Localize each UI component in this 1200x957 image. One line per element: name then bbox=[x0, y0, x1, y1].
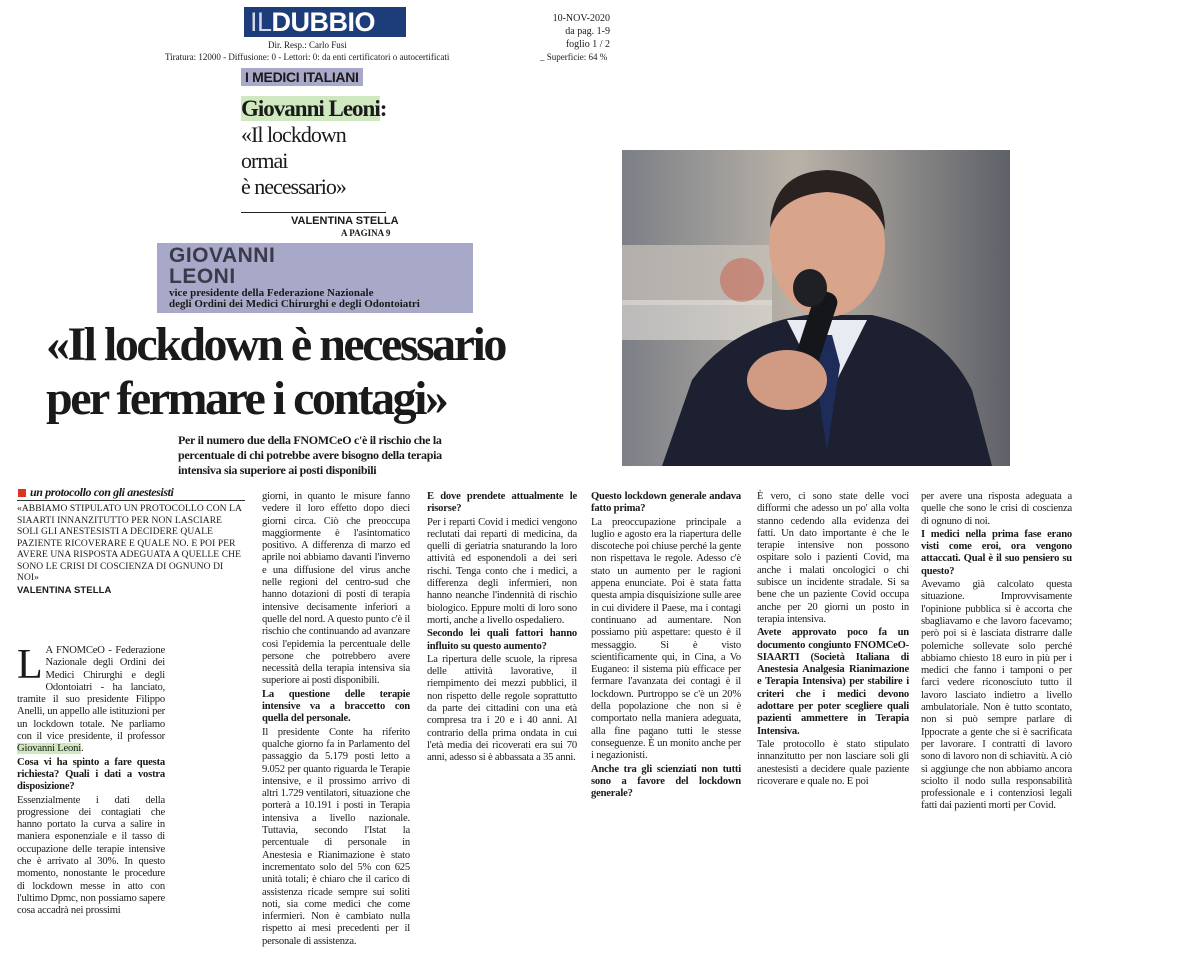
teaser-name: Giovanni Leoni: bbox=[241, 96, 387, 121]
issue-pages: da pag. 1-9 bbox=[565, 26, 610, 37]
sidebar-divider bbox=[17, 500, 245, 501]
answer: È vero, ci sono state delle voci difformi che adesso un po' alla volta stanno cedendo alla evidenza dei fatti. Un dato importante è che le terapie intensive non possono ospitare solo i pazienti Covid, ma anche i malati oncologici o chi subisce un incidente stradale. Si sa bene che un paziente Covid occupa anche per 20 giorni un posto in terapia intensiva. bbox=[757, 491, 909, 625]
teaser-divider bbox=[241, 212, 386, 213]
question: La questione delle terapie intensive va a braccetto con quella del personale. bbox=[262, 688, 410, 725]
question: E dove prendete attualmente le risorse? bbox=[427, 491, 577, 515]
headline: «Il lockdown è necessario per fermare i contagi» bbox=[46, 318, 505, 425]
interviewee-photo bbox=[622, 150, 1010, 466]
issue-meta bbox=[548, 12, 610, 51]
article-column-1: L A FNOMCeO - Federazione Nazionale degli Ordini dei Medici Chirurghi e degli Odontoiatri - ha lanciato, tramite il suo presidente Filippo Anelli, un appello alle istituzioni per un lockdown totale. Ne parliamo con il vice presidente, il professor Giovanni Leoni. Cosa vi ha spinto a fare questa richiesta? Quali i dati a vostra disposizione? Essenzialmente i dati della progressione dei contagiati che hanno portato la curva a salire in maniera esponenziale e il tasso di occupazione delle terapie intensive che è arrivato al 30%. In questo momento, nonostante le procedure di lockdown messe in atto con l'ultimo Dpmc, non possiamo sapere cosa accadrà nei prossimi bbox=[17, 642, 165, 917]
teaser-author: VALENTINA STELLA bbox=[291, 215, 399, 227]
question: Anche tra gli scienziati non tutti sono a favore del lockdown generale? bbox=[591, 763, 741, 800]
question: Questo lockdown generale andava fatto prima? bbox=[591, 491, 741, 515]
surface-percent: _ Superficie: 64 % bbox=[540, 52, 608, 62]
answer: La preoccupazione principale a luglio e agosto era la riapertura delle discoteche poi chiuse perché la gente non rispettava le regole. Adesso c'è stato un aumento per le ragioni appena enunciate. Poi è stata fatta questa ampia disquisizione sulle aree in cui dividere il Paese, ma i contagi continuano ad aumentare. Non possiamo più aspettare: questo è il messaggio. Si è visto scientificamente qui, in Cina, a Vo Euganeo: il sistema più efficace per fermare l'avanzata dei contagi è il lockdown. Purtroppo se c'è un 20% della popolazione che non si è comportato nella maniera adeguata, alla fine pagano tutti le stesse conseguenze. È un monito anche per i negazionisti. bbox=[591, 516, 741, 762]
answer: Il presidente Conte ha riferito qualche giorno fa in Parlamento del passaggio da 5.179 posti letto a 9.052 per quanto riguarda le Terapie intensive, e il prossimo arrivo di altri 1.729 ventilatori, situazione che porterà a 10.191 i posti in Terapia intensiva a livello nazionale. Tuttavia, secondo l'Istat la percentuale di personale in Anestesia e Rianimazione è stato incrementato solo del 5% con 625 unità totali; è chiaro che il carico di assistenza ricade sempre sui soliti noti, sia come medici che come infermieri. Non è cambiato nulla rispetto ai mesi precedenti per il personale di assistenza. bbox=[262, 726, 410, 947]
sidebar-quote: «ABBIAMO STIPULATO UN PROTOCOLLO CON LA SIAARTI INNANZITUTTO PER NON LASCIARE SOLI GLI ANESTESISTI A DECIDERE QUALE PAZIENTE RICOVERARE E QUALE NO. E POI PER AVERE UNA RISPOSTA ADEGUATA A QUELLE CHE SONO LE CRISI DI COSCIENZA DI OGNUNO DI NOI» VALENTINA STELLA bbox=[17, 504, 242, 596]
director-line: Dir. Resp.: Carlo Fusi bbox=[268, 40, 347, 50]
question: Cosa vi ha spinto a fare questa richiesta? Quali i dati a vostra disposizione? bbox=[17, 756, 165, 793]
subheadline: Per il numero due della FNOMCeO c'è il rischio che la percentuale di chi potrebbe avere bisogno della terapia intensiva sia superiore ai posti disponibili bbox=[178, 433, 442, 477]
portrait-illustration bbox=[622, 150, 1010, 466]
interviewee-role: vice presidente della Federazione Nazionale degli Ordini dei Medici Chirurghi e degli Odontoiatri bbox=[169, 287, 420, 310]
answer: Per i reparti Covid i medici vengono reclutati dai reparti di medicina, da quelli di geriatria snaturando la loro attività ed esponendoli a dei seri rischi. Tenga conto che i medici, a differenza degli infermieri, non hanno neanche l'indennità di rischio biologico. Eppure molti di loro sono morti, anche a livello ospedaliero. bbox=[427, 516, 577, 626]
highlighted-name: Giovanni Leoni bbox=[17, 743, 81, 755]
article-column-3 bbox=[427, 491, 577, 766]
dropcap: L bbox=[17, 642, 43, 688]
answer: Essenzialmente i dati della progressione dei contagiati che hanno portato la curva a salire in maniera esponenziale e il tasso di occupazione delle terapie intensive che è arrivato al 30%. In questo momento, nonostante le procedure di lockdown messe in atto con l'ultimo Dpmc, non possiamo sapere cosa accadrà nei prossimi bbox=[17, 794, 165, 917]
sidebar-author: VALENTINA STELLA bbox=[17, 584, 112, 596]
masthead-logo: ILDUBBIO bbox=[244, 7, 406, 37]
question: I medici nella prima fase erano visti come eroi, ora vengono attaccati. Qual è il suo pensiero su questo? bbox=[921, 528, 1072, 577]
circulation-line: Tiratura: 12000 - Diffusione: 0 - Lettori: 0: da enti certificatori o autocertificati bbox=[165, 52, 450, 62]
answer: La ripertura delle scuole, la ripresa delle attività lavorative, il riempimento dei mezzi pubblici, il non rispetto delle regole soprattutto da parte dei cittadini con una età compresa tra i 20 e i 40 anni. Al contrario della prima ondata in cui l'età media dei ricoverati era sui 70 anni, adesso si è abbassata a 35 anni. bbox=[427, 653, 577, 764]
teaser-page-ref: A PAGINA 9 bbox=[341, 228, 391, 238]
answer: Avevamo già calcolato questa situazione. Improvvisamente l'opinione pubblica si è accorta che sbagliavamo e che lavoro facevamo; però poi si è lasciata distrarre dalle polemiche sollevate solo perché abbiamo chiesto 18 euro in più per i medici che fanno i tamponi o per farci vedere riconosciuto tutto il lavoro lasciato indietro a livello ambulatoriale. Non è tutto scontato, non si può sempre parlare di Ippocrate a gente che si è sacrificata per lavorare. I contratti di lavoro sono di lavoro non di schiavitù. A ciò si aggiunge che non abbiamo ancora sciolto il nodo sulla responsabilità professionale e i contenziosi legali fatti dai pazienti morti per Covid. bbox=[921, 579, 1072, 812]
article-column-6 bbox=[921, 491, 1072, 814]
issue-date: 10-NOV-2020 bbox=[552, 13, 610, 24]
interviewee-name: GIOVANNI LEONI bbox=[169, 244, 276, 288]
article-column-5 bbox=[757, 491, 909, 789]
section-tag: I MEDICI ITALIANI bbox=[241, 68, 363, 86]
issue-sheet: foglio 1 / 2 bbox=[565, 39, 610, 50]
question: Secondo lei quali fattori hanno influito su questo aumento? bbox=[427, 628, 577, 652]
interviewee-box bbox=[157, 243, 473, 313]
article-column-2 bbox=[262, 491, 410, 949]
answer: giorni, in quanto le misure fanno vedere il loro effetto dopo dieci giorni circa. Ciò che preoccupa maggiormente è l'asintomatico positivo. A differenza di marzo ed aprile noi abbiamo davanti l'inverno e una diffusione del virus anche nelle regioni del centro-sud che hanno dotazioni di posti di terapia intensive decisamente inferiori a quelle del nord. A questo punto c'è il rischio che continuando ad avanzare così l'epidemia la percentuale delle persone che potrebbero avere necessità della terapia intensiva sia superiore ai posti disponibili. bbox=[262, 491, 410, 687]
teaser-quote: «Il lockdown ormai è necessario» bbox=[241, 122, 346, 199]
question: Avete approvato poco fa un documento congiunto FNOMCeO-SIAARTI (Società Italiana di Anestesia Analgesia Rianimazione e Terapia Intensiva) per stabilire i criteri che i medici devono adottare per poter scegliere quali pazienti ammettere in Terapia Intensiva. bbox=[757, 627, 909, 737]
answer: per avere una risposta adeguata a quelle che sono le crisi di coscienza di ognuno di noi. bbox=[921, 491, 1072, 527]
sidebar-bullet-icon bbox=[18, 489, 26, 497]
article-column-4 bbox=[591, 491, 741, 801]
sidebar-title: un protocollo con gli anestesisti bbox=[30, 485, 174, 499]
answer: Tale protocollo è stato stipulato innanzitutto per non lasciare soli gli anestesisti a decidere quale paziente ricoverare e quale no. E poi bbox=[757, 738, 909, 787]
